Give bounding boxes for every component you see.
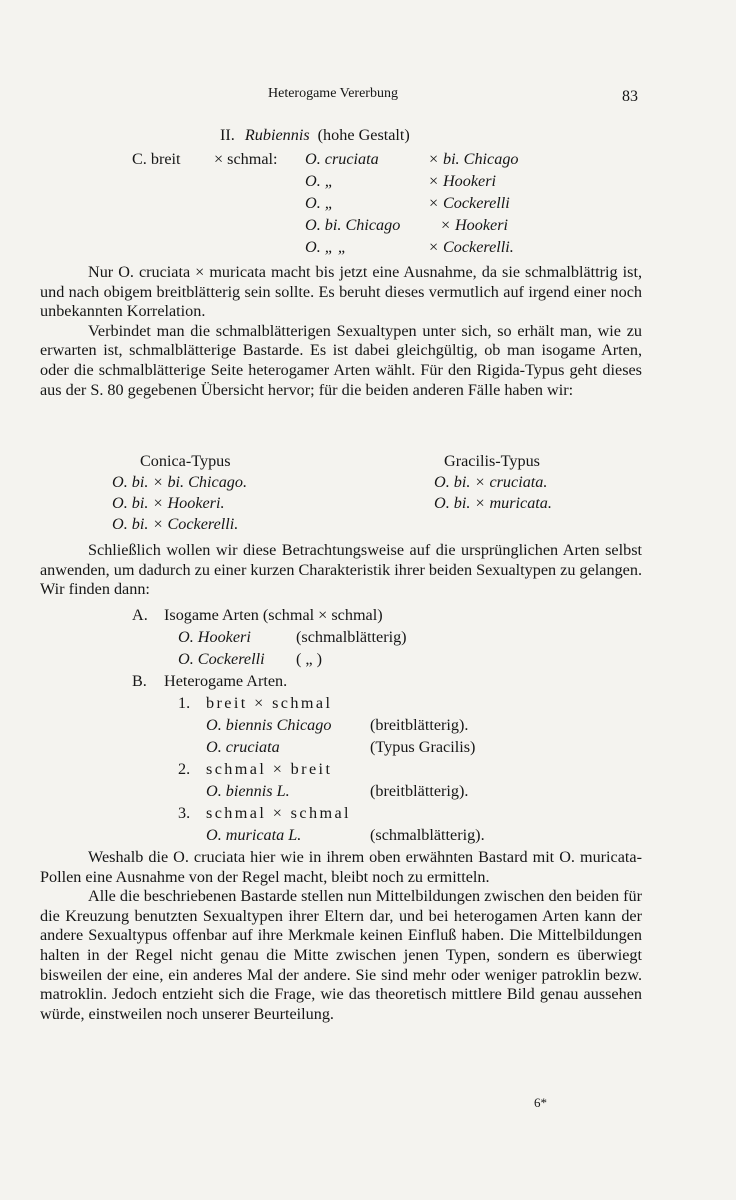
group-num: 3. [178, 804, 191, 822]
cross-cell-d: × Hookeri [440, 216, 509, 234]
cross-cell-b: × schmal: [214, 150, 278, 168]
conica-item: O. bi. × Cockerelli. [112, 515, 239, 533]
gracilis-item: O. bi. × cruciata. [434, 473, 548, 491]
class-b-label: B. [132, 672, 147, 690]
group-num: 1. [178, 694, 191, 712]
gracilis-heading: Gracilis-Typus [444, 452, 540, 470]
group-num: 2. [178, 760, 191, 778]
class-a-title: Isogame Arten (schmal × schmal) [164, 606, 383, 624]
class-item-note: (breitblätterig). [370, 716, 469, 734]
class-item-name: O. Cockerelli [178, 650, 265, 668]
gracilis-item: O. bi. × muricata. [434, 494, 552, 512]
group-title: schmal × schmal [206, 804, 351, 822]
page-number: 83 [622, 88, 638, 105]
section-numeral: II. [220, 126, 235, 144]
cross-cell-d: × Cockerelli. [428, 238, 514, 256]
cross-cell-c: O. „ [305, 172, 334, 190]
body-text-lower [40, 848, 642, 1024]
conica-item: O. bi. × bi. Chicago. [112, 473, 248, 491]
signature-mark: 6* [534, 1095, 547, 1110]
cross-cell-d: × Hookeri [428, 172, 497, 190]
class-a-label: A. [132, 606, 148, 624]
running-header: Heterogame Vererbung [268, 86, 398, 101]
paragraph: Verbindet man die schmalblätterigen Sexualtypen unter sich, so erhält man, wie zu erwarten ist, schmalblätterige Bastarde. Es ist dabei gleichgültig, ob man isogame Arten, oder die schmalblätterige Seite heterogamer Arten wählt. Für den Rigida-Typus geht dieses aus der S. 80 gegebenen Übersicht hervor; für die beiden anderen Fälle haben wir: [40, 321, 642, 399]
conica-heading: Conica-Typus [140, 452, 231, 470]
class-item-note: (Typus Gracilis) [370, 738, 476, 756]
cross-cell-c: O. bi. Chicago [305, 216, 401, 234]
class-item-note: (schmalblätterig) [296, 628, 407, 646]
paragraph: Weshalb die O. cruciata hier wie in ihrem oben erwähnten Bastard mit O. muricata-Pollen eine Ausnahme von der Regel macht, bleibt noch zu ermitteln. [40, 848, 642, 886]
paragraph: Alle die beschriebenen Bastarde stellen nun Mittelbildungen zwischen den beiden für die Kreuzung benutzten Sexualtypen ihrer Eltern dar, und bei heterogamen Arten kann der andere Sexualtypus offenbar auf ihre Merkmale keinen Einfluß haben. Die Mittelbildungen halten in der Regel nicht genau die Mitte zwischen jenen Typen, sondern es überwiegt bisweilen der eine, ein anderes Mal der andere. Sie sind mehr oder weniger patroklin bezw. matroklin. Jedoch entzieht sich die Frage, wie das theoretisch mittlere Bild genau aussehen würde, einstweilen noch unserer Beurteilung. [40, 887, 642, 1023]
cross-cell-c: O. cruciata [305, 150, 379, 168]
cross-cell-c: O. „ [305, 194, 334, 212]
class-b-title: Heterogame Arten. [164, 672, 288, 690]
class-item-name: O. Hookeri [178, 628, 251, 646]
group-title: breit × schmal [206, 694, 333, 712]
class-item-name: O. biennis L. [206, 782, 290, 800]
class-item-note: (breitblätterig). [370, 782, 469, 800]
paragraph: Schließlich wollen wir diese Betrachtungsweise auf die ursprünglichen Arten selbst anwenden, um dadurch zu einer kurzen Charakteristik ihrer beiden Sexualtypen zu gelangen. Wir finden dann: [40, 541, 642, 599]
cross-cell-c: O. „ „ [305, 238, 347, 256]
conica-item: O. bi. × Hookeri. [112, 494, 225, 512]
section-name: Rubiennis [244, 126, 310, 144]
body-text-upper [40, 263, 642, 400]
section-note: (hohe Gestalt) [317, 126, 410, 144]
class-item-name: O. biennis Chicago [206, 716, 332, 734]
group-title: schmal × breit [206, 760, 333, 778]
cross-cell-d: × bi. Chicago [428, 150, 519, 168]
class-item-name: O. cruciata [206, 738, 280, 756]
section-heading [220, 126, 410, 145]
paragraph: Nur O. cruciata × muricata macht bis jetzt eine Ausnahme, da sie schmalblättrig ist, und nach obigem breitblätterig sein sollte. Es beruht dieses vermutlich auf irgend einer noch unbekannten Korrelation. [40, 263, 642, 321]
cross-cell-d: × Cockerelli [428, 194, 510, 212]
class-item-note: ( „ ) [296, 650, 323, 668]
class-item-name: O. muricata L. [206, 826, 302, 844]
body-text-middle [40, 541, 642, 600]
cross-cell-a: C. breit [132, 150, 181, 168]
class-item-note: (schmalblätterig). [370, 826, 485, 844]
